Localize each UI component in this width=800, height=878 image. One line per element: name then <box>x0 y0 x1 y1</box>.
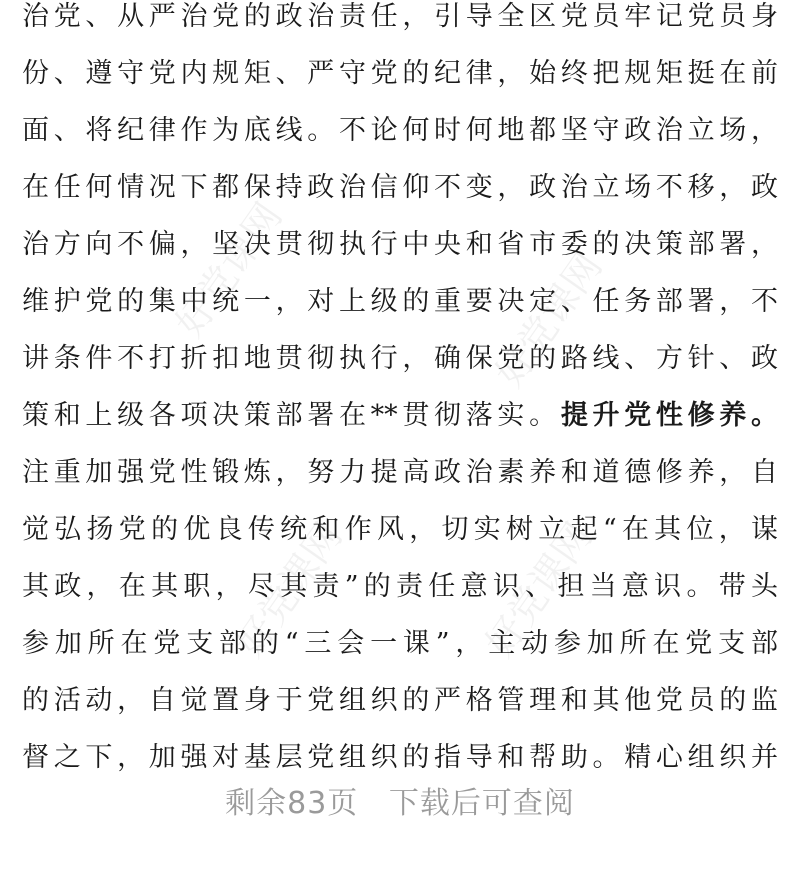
text-line: 觉弘扬党的优良传统和作风，切实树立起“在其位，谋 <box>22 514 778 545</box>
text-line: 维护党的集中统一，对上级的重要决定、任务部署，不 <box>22 286 778 317</box>
text-segment: 策和上级各项决策部署在**贯彻落实。 <box>22 400 561 431</box>
text-line: 讲条件不打折扣地贯彻执行，确保党的路线、方针、政 <box>22 343 778 374</box>
remaining-pages-label: 剩余83页 <box>225 786 359 821</box>
download-prompt[interactable] <box>0 778 800 822</box>
download-to-view-label: 下载后可查阅 <box>388 786 575 821</box>
text-line: 其政，在其职，尽其责”的责任意识、担当意识。带头 <box>22 571 778 602</box>
text-line: 注重加强党性锻炼，努力提高政治素养和道德修养，自 <box>22 457 778 488</box>
text-line: 面、将纪律作为底线。不论何时何地都坚守政治立场， <box>22 115 778 146</box>
text-line: 治党、从严治党的政治责任，引导全区党员牢记党员身 <box>22 1 778 32</box>
watermark: 好党课网 <box>167 194 291 345</box>
watermark: 好党课网 <box>477 514 601 665</box>
document-body <box>22 0 778 786</box>
bold-heading: 提升党性修养。 <box>560 400 778 431</box>
text-line: 督之下，加强对基层党组织的指导和帮助。精心组织并 <box>22 742 778 773</box>
text-line: 份、遵守党内规矩、严守党的纪律，始终把规矩挺在前 <box>22 58 778 89</box>
watermark: 好党课网 <box>227 514 351 665</box>
text-line: 在任何情况下都保持政治信仰不变，政治立场不移，政 <box>22 172 778 203</box>
text-line: 治方向不偏，坚决贯彻执行中央和省市委的决策部署， <box>22 229 778 260</box>
watermark: 好党课网 <box>487 244 611 395</box>
text-line: 的活动，自觉置身于党组织的严格管理和其他党员的监 <box>22 685 778 716</box>
text-line: 参加所在党支部的“三会一课”，主动参加所在党支部 <box>22 628 778 659</box>
text-line <box>22 387 778 444</box>
